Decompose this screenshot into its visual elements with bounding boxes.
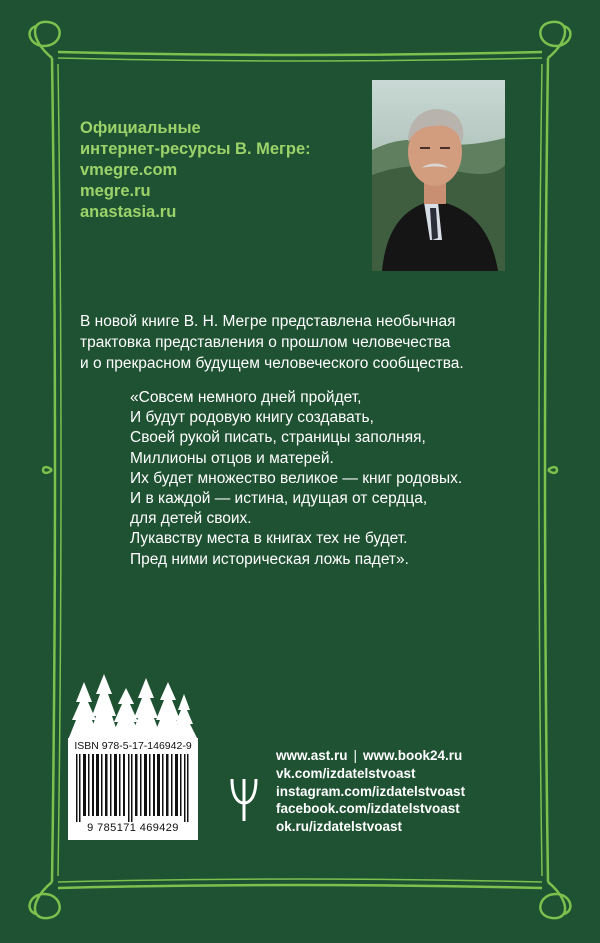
site-link-anastasia[interactable]: anastasia.ru: [80, 203, 177, 221]
publisher-sites-row: [276, 747, 465, 765]
site-link-megre[interactable]: megre.ru: [80, 182, 151, 200]
barcode-digits: 9 785171 469429: [87, 822, 179, 834]
social-link-facebook[interactable]: facebook.com/izdatelstvoast: [276, 801, 460, 817]
description-line: и о прекрасном будущем человеческого сообщества.: [80, 355, 464, 372]
poem-quote: [130, 388, 462, 570]
poem-line: И в каждой — истина, идущая от сердца,: [130, 490, 428, 508]
poem-line: для детей своих.: [130, 510, 252, 528]
barcode: [68, 738, 198, 840]
author-photo: [372, 80, 505, 271]
resources-heading-line2: интернет-ресурсы В. Мегре:: [80, 140, 311, 158]
publisher-contacts: [276, 747, 465, 836]
separator: |: [353, 748, 358, 763]
poem-line: Своей рукой писать, страницы заполняя,: [130, 429, 426, 447]
publisher-logo-icon: [228, 775, 260, 823]
site-link-vmegre[interactable]: vmegre.com: [80, 161, 178, 179]
social-link-ok[interactable]: ok.ru/izdatelstvoast: [276, 819, 403, 835]
poem-line: Лукавству места в книгах тех не будет.: [130, 530, 408, 548]
social-link-vk[interactable]: vk.com/izdatelstvoast: [276, 765, 416, 781]
poem-line: Пред ними историческая ложь падет».: [130, 550, 409, 568]
poem-line: «Совсем немного дней пройдет,: [130, 389, 362, 406]
resources-heading-line1: Официальные: [80, 119, 201, 137]
isbn-number: ISBN 978-5-17-146942-9: [74, 740, 192, 752]
poem-line: Миллионы отцов и матерей.: [130, 449, 334, 467]
barcode-bars: [76, 754, 190, 822]
description-line: В новой книге В. Н. Мегре представлена необычная: [80, 313, 456, 330]
book-description: [80, 311, 520, 374]
site-link-ast[interactable]: www.ast.ru: [276, 748, 348, 763]
social-link-instagram[interactable]: instagram.com/izdatelstvoast: [276, 783, 466, 799]
site-link-book24[interactable]: www.book24.ru: [363, 748, 463, 763]
poem-line: И будут родовую книгу создавать,: [130, 409, 374, 427]
official-resources: [80, 118, 311, 223]
fir-trees-icon: [66, 670, 200, 740]
poem-line: Их будет множество великое — книг родовых.: [130, 469, 463, 487]
description-line: трактовка представления о прошлом человечества: [80, 334, 451, 351]
